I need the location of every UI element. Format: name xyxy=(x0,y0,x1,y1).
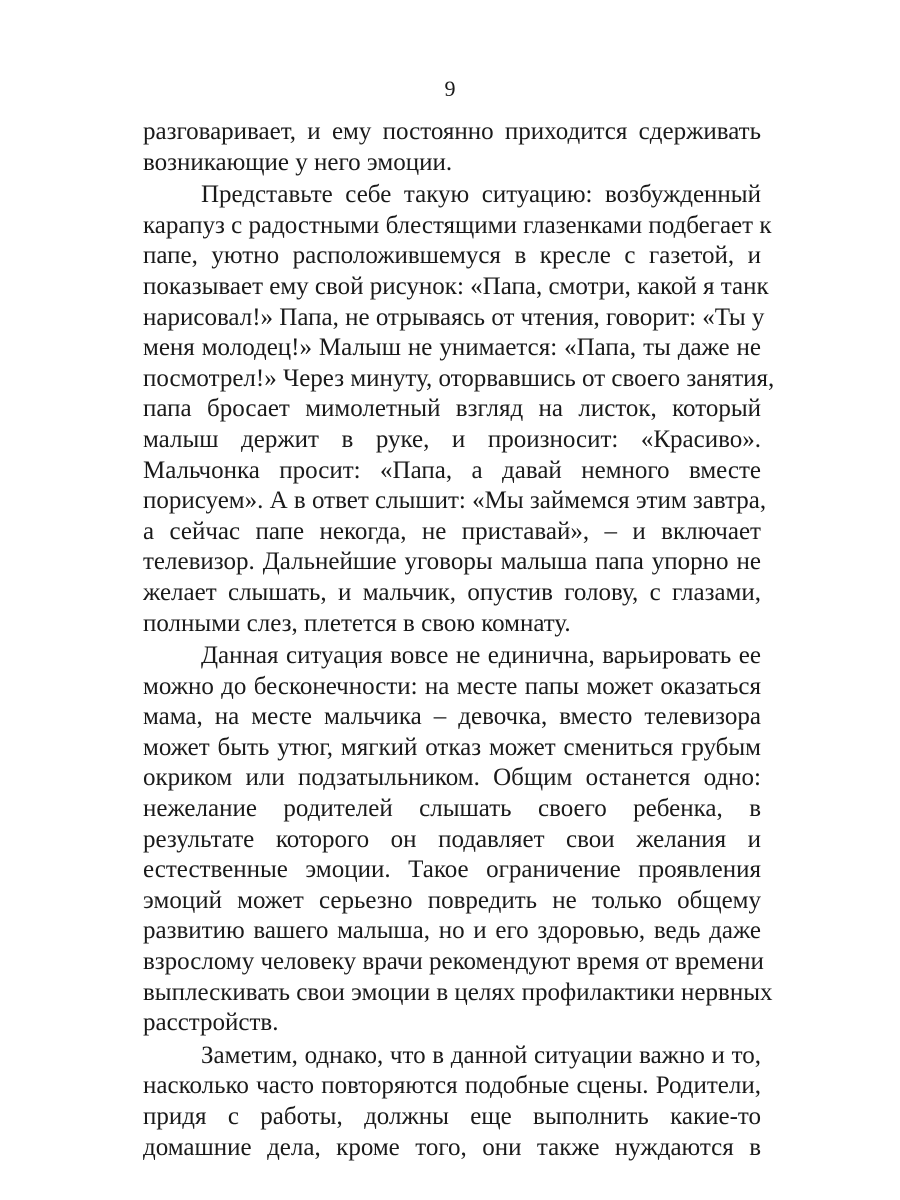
text-line: окриком или подзатыльником. Общим останется одно: xyxy=(143,764,761,792)
paragraph-1 xyxy=(143,117,761,178)
text-line: папа бросает мимолетный взгляд на листок, который xyxy=(143,395,761,423)
text-line: Представьте себе такую ситуацию: возбужденный xyxy=(201,181,761,209)
page-number: 9 xyxy=(444,76,456,101)
text-line: Мальчонка просит: «Папа, а давай немного вместе xyxy=(143,456,761,484)
text-line: показывает ему свой рисунок: «Папа, смотри, какой я танк xyxy=(143,272,769,300)
paragraph-4 xyxy=(143,1041,761,1163)
text-line: папе, уютно расположившемуся в кресле с газетой, и xyxy=(143,242,761,270)
paragraph-2 xyxy=(143,180,775,639)
text-line: а сейчас папе некогда, не приставай», – и включает xyxy=(143,517,761,545)
text-line: можно до бесконечности: на месте папы может оказаться xyxy=(143,672,761,700)
text-line: нарисовал!» Папа, не отрываясь от чтения, говорит: «Ты у xyxy=(143,303,765,331)
text-line: Заметим, однако, что в данной ситуации важно и то, xyxy=(201,1041,761,1069)
paragraph-3 xyxy=(143,641,773,1039)
text-line: телевизор. Дальнейшие уговоры малыша папа упорно не xyxy=(143,548,761,576)
text-line: возникающие у него эмоции. xyxy=(143,148,453,176)
text-line: результате которого он подавляет свои желания и xyxy=(143,825,761,853)
text-line: придя с работы, должны еще выполнить какие-то xyxy=(143,1103,761,1130)
text-line: полными слез, плетется в свою комнату. xyxy=(143,609,571,637)
text-line: разговаривает, и ему постоянно приходится сдерживать xyxy=(143,118,761,145)
text-line: домашние дела, кроме того, они также нуждаются в xyxy=(143,1133,761,1161)
text-line: порисуем». А в ответ слышит: «Мы займемся этим завтра, xyxy=(143,487,767,515)
text-line: желает слышать, и мальчик, опустив голову, с глазами, xyxy=(143,578,761,606)
text-line: посмотрел!» Через минуту, оторвавшись от своего занятия, xyxy=(143,364,775,392)
text-line: мама, на месте мальчика – девочка, вместо телевизора xyxy=(143,703,761,731)
text-line: карапуз с радостными блестящими глазенками подбегает к xyxy=(143,211,772,239)
text-line: расстройств. xyxy=(143,1009,279,1037)
text-line: Данная ситуация вовсе не единична, варьировать ее xyxy=(201,642,761,670)
text-line: выплескивать свои эмоции в целях профилактики нервных xyxy=(143,978,773,1006)
text-line: может быть утюг, мягкий отказ может смениться грубым xyxy=(143,733,761,761)
text-line: нежелание родителей слышать своего ребенка, в xyxy=(143,795,761,823)
text-line: меня молодец!» Малыш не унимается: «Папа, ты даже не xyxy=(143,334,761,362)
text-line: эмоций может серьезно повредить не только общему xyxy=(143,886,761,914)
text-line: взрослому человеку врачи рекомендуют время от времени xyxy=(143,948,764,976)
text-line: насколько часто повторяются подобные сцены. Родители, xyxy=(143,1072,761,1100)
text-line: естественные эмоции. Такое ограничение проявления xyxy=(143,856,761,884)
text-line: малыш держит в руке, и произносит: «Красиво». xyxy=(143,425,761,453)
text-line: развитию вашего малыша, но и его здоровью, ведь даже xyxy=(143,917,761,945)
body-text xyxy=(143,117,775,1163)
